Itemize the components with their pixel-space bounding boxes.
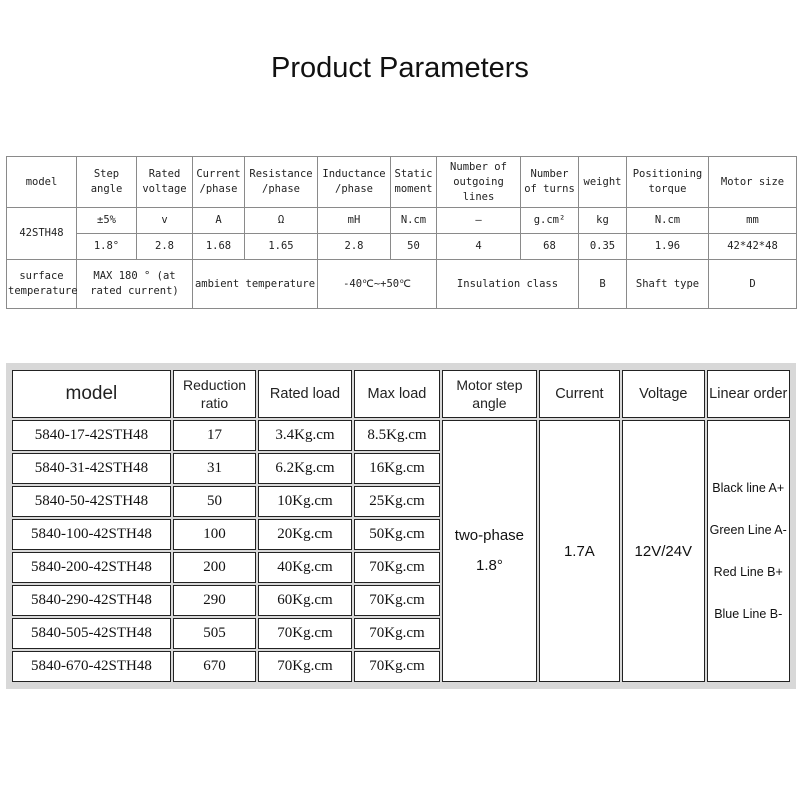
row-max-load: 70Kg.cm: [354, 618, 440, 649]
header-reduction-ratio: Reduction ratio: [173, 370, 256, 418]
row-rated-load: 10Kg.cm: [258, 486, 351, 517]
spec-unit-cell: kg: [579, 208, 627, 234]
wire-green-a-minus: Green Line A-: [709, 523, 787, 537]
ambient-temperature-value: -40℃~+50℃: [318, 260, 437, 309]
spec-unit-cell: Ω: [245, 208, 318, 234]
header-linear-order: Linear order: [707, 370, 791, 418]
spec-value-cell: 68: [521, 234, 579, 260]
row-max-load: 16Kg.cm: [354, 453, 440, 484]
row-ratio: 100: [173, 519, 256, 550]
row-max-load: 70Kg.cm: [354, 585, 440, 616]
row-rated-load: 20Kg.cm: [258, 519, 351, 550]
row-model: 5840-670-42STH48: [12, 651, 171, 682]
table-row: [12, 420, 790, 451]
wire-blue-b-minus: Blue Line B-: [714, 607, 783, 621]
spec-unit-cell: N.cm: [391, 208, 437, 234]
ambient-temperature-label: ambient temperature: [193, 260, 318, 309]
spec-header-cell: weight: [579, 157, 627, 208]
spec-value-cell: 1.8°: [77, 234, 137, 260]
spec-table-container: [6, 156, 796, 314]
spec-header-cell: Resistance /phase: [245, 157, 318, 208]
row-rated-load: 40Kg.cm: [258, 552, 351, 583]
spec-header-row: [7, 157, 797, 208]
reducer-table: [10, 368, 792, 684]
spec-value-cell: 2.8: [318, 234, 391, 260]
header-voltage: Voltage: [622, 370, 704, 418]
step-angle-cell: [442, 420, 536, 682]
spec-header-cell: Positioning torque: [627, 157, 709, 208]
reducer-header-row: [12, 370, 790, 418]
row-model: 5840-200-42STH48: [12, 552, 171, 583]
row-model: 5840-17-42STH48: [12, 420, 171, 451]
current-cell: 1.7A: [539, 420, 620, 682]
spec-table: [6, 156, 797, 309]
page-title: Product Parameters: [271, 52, 529, 84]
row-ratio: 505: [173, 618, 256, 649]
row-rated-load: 70Kg.cm: [258, 651, 351, 682]
spec-header-cell: Number of turns: [521, 157, 579, 208]
step-angle-value: 1.8°: [475, 557, 503, 574]
row-model: 5840-50-42STH48: [12, 486, 171, 517]
row-max-load: 70Kg.cm: [354, 552, 440, 583]
step-angle-phase: two-phase: [454, 527, 525, 544]
wire-black-a-plus: Black line A+: [712, 481, 785, 495]
header-current: Current: [539, 370, 620, 418]
row-max-load: 50Kg.cm: [354, 519, 440, 550]
row-model: 5840-505-42STH48: [12, 618, 171, 649]
spec-extra-row: [7, 260, 797, 309]
spec-value-cell: 1.96: [627, 234, 709, 260]
spec-unit-cell: A: [193, 208, 245, 234]
spec-value-row: [7, 234, 797, 260]
row-rated-load: 6.2Kg.cm: [258, 453, 351, 484]
linear-order-cell: [707, 420, 791, 682]
insulation-class-label: Insulation class: [437, 260, 579, 309]
row-rated-load: 70Kg.cm: [258, 618, 351, 649]
voltage-cell: 12V/24V: [622, 420, 704, 682]
row-ratio: 200: [173, 552, 256, 583]
header-max-load: Max load: [354, 370, 440, 418]
row-rated-load: 60Kg.cm: [258, 585, 351, 616]
spec-header-cell: Number of outgoing lines: [437, 157, 521, 208]
spec-unit-row: [7, 208, 797, 234]
reducer-table-container: [6, 363, 796, 689]
shaft-type-label: Shaft type: [627, 260, 709, 309]
row-ratio: 50: [173, 486, 256, 517]
row-ratio: 31: [173, 453, 256, 484]
surface-temperature-label: surface temperature: [7, 260, 77, 309]
spec-unit-cell: mm: [709, 208, 797, 234]
header-rated-load: Rated load: [258, 370, 351, 418]
spec-value-cell: 50: [391, 234, 437, 260]
spec-value-cell: 2.8: [137, 234, 193, 260]
spec-model-cell: 42STH48: [7, 208, 77, 260]
row-ratio: 670: [173, 651, 256, 682]
spec-header-cell: Step angle: [77, 157, 137, 208]
surface-temperature-value: MAX 180 ° (at rated current): [77, 260, 193, 309]
spec-value-cell: 1.65: [245, 234, 318, 260]
row-max-load: 8.5Kg.cm: [354, 420, 440, 451]
spec-header-cell: Inductance /phase: [318, 157, 391, 208]
spec-header-cell: model: [7, 157, 77, 208]
row-max-load: 70Kg.cm: [354, 651, 440, 682]
row-model: 5840-31-42STH48: [12, 453, 171, 484]
row-ratio: 17: [173, 420, 256, 451]
spec-unit-cell: –: [437, 208, 521, 234]
row-model: 5840-100-42STH48: [12, 519, 171, 550]
spec-value-cell: 0.35: [579, 234, 627, 260]
row-model: 5840-290-42STH48: [12, 585, 171, 616]
spec-value-cell: 42*42*48: [709, 234, 797, 260]
spec-unit-cell: N.cm: [627, 208, 709, 234]
row-rated-load: 3.4Kg.cm: [258, 420, 351, 451]
spec-unit-cell: ±5%: [77, 208, 137, 234]
spec-unit-cell: mH: [318, 208, 391, 234]
spec-unit-cell: v: [137, 208, 193, 234]
spec-header-cell: Current /phase: [193, 157, 245, 208]
row-max-load: 25Kg.cm: [354, 486, 440, 517]
spec-header-cell: Rated voltage: [137, 157, 193, 208]
header-motor-step-angle: Motor step angle: [442, 370, 536, 418]
wire-red-b-plus: Red Line B+: [713, 565, 783, 579]
spec-header-cell: Static moment: [391, 157, 437, 208]
row-ratio: 290: [173, 585, 256, 616]
insulation-class-value: B: [579, 260, 627, 309]
spec-unit-cell: g.cm²: [521, 208, 579, 234]
shaft-type-value: D: [709, 260, 797, 309]
spec-value-cell: 1.68: [193, 234, 245, 260]
spec-header-cell: Motor size: [709, 157, 797, 208]
spec-value-cell: 4: [437, 234, 521, 260]
header-model: model: [12, 370, 171, 418]
